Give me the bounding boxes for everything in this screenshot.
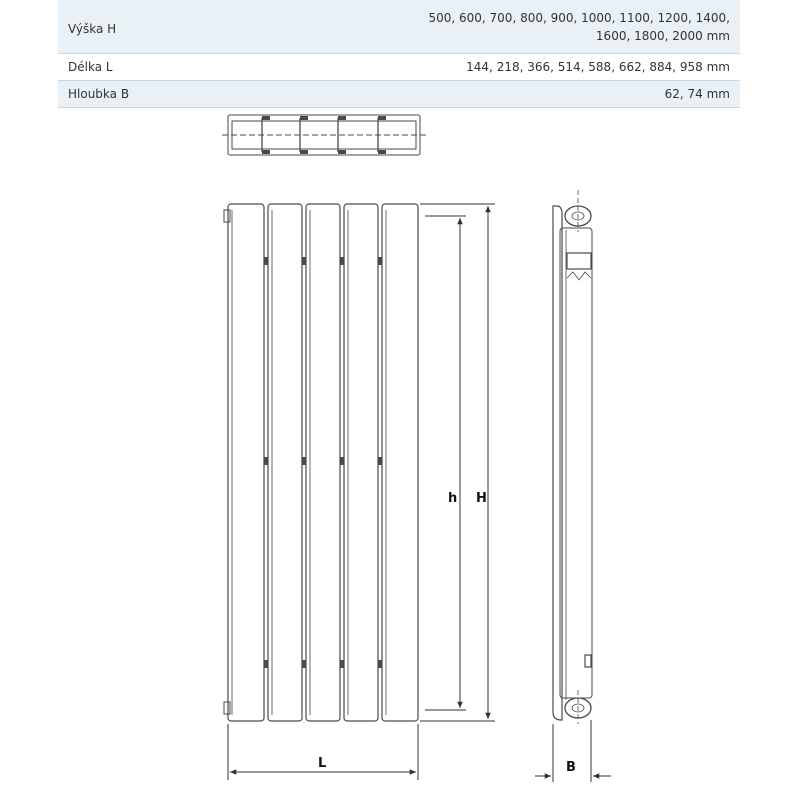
side-view-profile [553, 206, 562, 720]
spec-value-depth: 62, 74 mm [664, 87, 730, 101]
spec-label-length: Délka L [68, 60, 113, 74]
dim-label-L: L [318, 756, 327, 771]
dim-label-H: H [476, 491, 487, 506]
spec-value-height-line1: 500, 600, 700, 800, 900, 1000, 1100, 1200, 1400, [428, 11, 730, 25]
dim-label-B: B [566, 760, 576, 775]
panel-4 [344, 204, 378, 721]
panel-3 [306, 204, 340, 721]
spec-label-depth: Hloubka B [68, 87, 130, 101]
length-dimension [228, 724, 418, 780]
panel-2 [268, 204, 302, 721]
spec-label-height: Výška H [68, 22, 117, 36]
panel-inner-lines [232, 210, 386, 715]
spec-value-length: 144, 218, 366, 514, 588, 662, 884, 958 mm [466, 60, 730, 74]
front-view [224, 204, 418, 721]
side-view-bracket [567, 253, 591, 269]
dim-label-h: h [448, 491, 458, 506]
height-dimensions [420, 204, 495, 721]
end-caps [224, 210, 230, 714]
top-view [222, 115, 426, 155]
panel-joints [264, 257, 382, 668]
spec-value-height-line2: 1600, 1800, 2000 mm [595, 29, 730, 43]
panel-1 [228, 204, 264, 721]
side-view-body [560, 228, 592, 698]
panel-5 [382, 204, 418, 721]
side-view [553, 190, 592, 724]
